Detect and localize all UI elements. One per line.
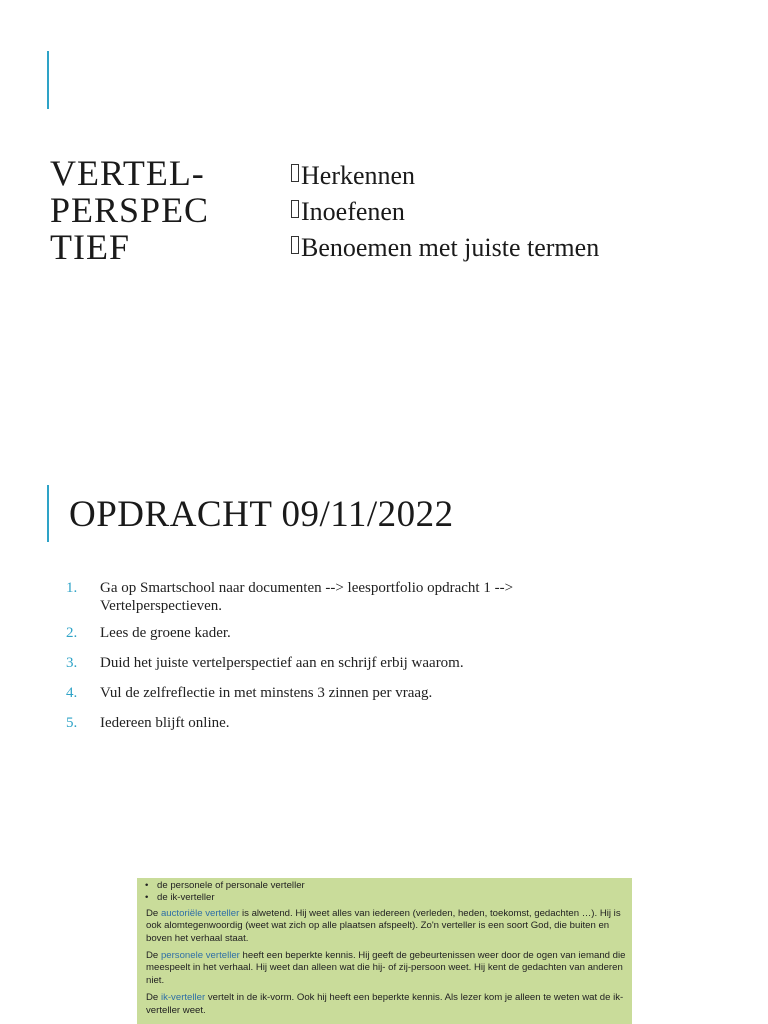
text: De [146,950,161,962]
title-line: VERTEL- [50,153,205,193]
step-number: 5. [66,715,78,731]
step-text: Ga op Smartschool naar documenten --> leesportfolio opdracht 1 --> Vertelperspectieven. [100,580,514,614]
step-number: 3. [66,655,78,671]
text: De [146,992,161,1004]
step-item [66,624,626,642]
step-item [66,579,626,615]
text: heeft een beperkte kennis. Hij geeft de gebeurtenissen weer door de ogen van iemand die meespeelt in het verhaal. Hij weet dan alleen wat die hij- of zij-persoon weet. Hij kent de gedachten van anderen niet. [146,950,626,986]
list-item [291,158,599,194]
step-item [66,714,626,732]
step-item [66,684,626,702]
text: vertelt in de ik-vorm. Ook hij heeft een beperkte kennis. Als lezer kom je alleen te weten wat de ik-verteller weet. [146,992,624,1016]
green-info-box [137,878,632,1024]
paragraph-personal [146,950,626,987]
term-highlight: personele verteller [160,950,240,962]
assignment-title: OPDRACHT 09/11/2022 [69,494,454,535]
paragraph-auctorial [146,908,626,945]
title-line: PERSPEC [50,190,210,230]
paragraph-ik [146,992,626,1017]
steps-list [66,579,626,744]
bullet-box-icon [291,236,299,254]
step-text: Iedereen blijft online. [100,715,230,731]
list-item-text: Herkennen [301,161,416,190]
list-item [291,194,599,230]
bullet-box-icon [291,164,299,182]
list-item [291,230,599,266]
step-text: Vul de zelfreflectie in met minstens 3 zinnen per vraag. [100,685,433,701]
list-item: • de personele of personale verteller [145,880,632,892]
step-item [66,654,626,672]
goals-list [291,158,599,266]
step-number: 4. [66,685,78,701]
text: is alwetend. Hij weet alles van iedereen (verleden, heden, toekomst, gedachten …). Hij is ook alomtegenwoordig (weet wat zich op alle plaatsen afspeelt). Zo'n verteller is een soort God, die buiten en boven het verhaal staat. [146,907,621,944]
accent-bar [47,51,49,109]
term-highlight: ik-verteller [160,992,206,1004]
text: De [146,907,161,919]
list-item-text: Benoemen met juiste termen [301,233,600,262]
step-text: Duid het juiste vertelperspectief aan en schrijf erbij waarom. [100,655,464,671]
step-number: 1. [66,580,78,596]
step-number: 2. [66,625,78,641]
slide-title [50,155,250,266]
title-line: TIEF [50,227,130,267]
term-highlight: auctoriële verteller [160,907,240,919]
accent-bar [47,485,49,542]
list-item: • de ik-verteller [145,892,632,904]
list-item-text: Inoefenen [301,197,405,226]
step-text: Lees de groene kader. [100,625,231,641]
bullet-box-icon [291,200,299,218]
narrator-types-list [137,880,632,905]
